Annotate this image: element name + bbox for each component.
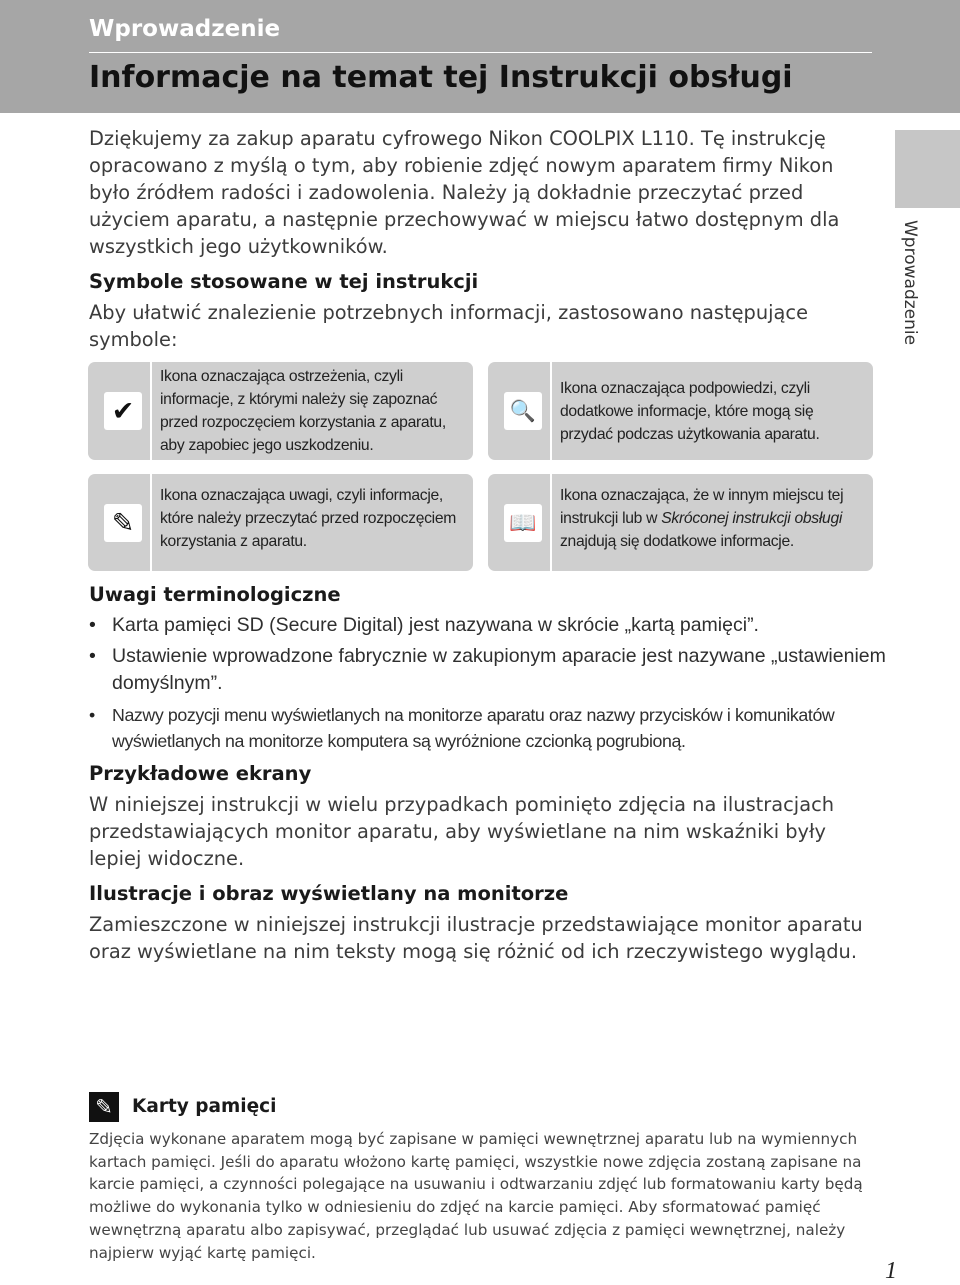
- symbol-tip-text: Ikona oznaczająca podpowiedzi, czyli dodatkowe informacje, które mogą się przydać podczas użytkowania aparatu.: [560, 380, 820, 443]
- screens-heading: Przykładowe ekrany: [89, 762, 312, 785]
- symbol-box-note: [88, 474, 473, 571]
- page-number: 1: [885, 1258, 897, 1284]
- symbol-reference-text: [560, 484, 865, 553]
- page-title: Informacje na temat tej Instrukcji obsługi: [89, 60, 793, 95]
- symbols-intro: Aby ułatwić znalezienie potrzebnych informacji, zastosowano następujące symbole:: [89, 301, 808, 351]
- note-pen-icon: ✎: [89, 1092, 119, 1122]
- symbol-reference-text-pre: Ikona oznaczająca, że w innym miejscu tej instrukcji lub w: [560, 487, 844, 527]
- symbols-heading: Symbole stosowane w tej instrukcji: [89, 270, 479, 293]
- list-item: • Karta pamięci SD (Secure Digital) jest nazywana w skrócie „kartą pamięci”.: [89, 612, 889, 639]
- side-tab-marker: [895, 130, 960, 208]
- side-tab-label: Wprowadzenie: [900, 220, 920, 346]
- open-book-icon: 📖: [504, 504, 542, 542]
- symbol-divider: [150, 474, 152, 571]
- intro-paragraph: Dziękujemy za zakup aparatu cyfrowego Nikon COOLPIX L110. Tę instrukcję opracowano z myślą o tym, aby robienie zdjęć nowym aparatem firmy Nikon było źródłem radości i zadowolenia. Należy ją dokładnie przeczytać przed użyciem aparatu, a następnie przechowywać w miejscu łatwo dostępnym dla wszystkich jego użytkowników.: [89, 127, 840, 258]
- symbol-reference-text-post: znajdują się dodatkowe informacje.: [560, 533, 794, 550]
- screens-paragraph: W niniejszej instrukcji w wielu przypadkach pominięto zdjęcia na ilustracjach przedstawiających monitor aparatu, aby wyświetlane na nim wskaźniki były lepiej widoczne.: [89, 793, 835, 870]
- symbol-box-reference: [488, 474, 873, 571]
- symbol-divider: [550, 362, 552, 460]
- symbol-note-text: Ikona oznaczająca uwagi, czyli informacje, które należy przeczytać przed rozpoczęciem korzystania z aparatu.: [160, 487, 457, 550]
- magnifier-icon: 🔍: [504, 392, 542, 430]
- symbol-box-tip: [488, 362, 873, 460]
- section-title: Wprowadzenie: [89, 16, 281, 42]
- list-item: • Ustawienie wprowadzone fabrycznie w zakupionym aparacie jest nazywane „ustawieniem domyślnym”.: [89, 643, 889, 697]
- symbol-reference-text-italic: Skróconej instrukcji obsługi: [661, 510, 843, 527]
- illustrations-paragraph: Zamieszczone w niniejszej instrukcji ilustracje przedstawiające monitor aparatu oraz wyświetlane na nim teksty mogą się różnić od ich rzeczywistego wyglądu.: [89, 913, 863, 963]
- note-pen-icon: ✎: [104, 504, 142, 542]
- note-title: Karty pamięci: [132, 1096, 277, 1117]
- checkmark-icon: ✔: [104, 392, 142, 430]
- list-item: • Nazwy pozycji menu wyświetlanych na monitorze aparatu oraz nazwy przycisków i komunikatów wyświetlanych na monitorze komputera są wyróżnione czcionką pogrubioną.: [89, 702, 889, 754]
- header-divider: [89, 52, 872, 53]
- symbol-divider: [150, 362, 152, 460]
- note-text: Zdjęcia wykonane aparatem mogą być zapisane w pamięci wewnętrznej aparatu lub na wymiennych kartach pamięci. Jeśli do aparatu włożono kartę pamięci, wszystkie nowe zdjęcia zostaną zapisane na karcie pamięci, a czynności polegające na usuwaniu i odtwarzaniu zdjęć lub formatowaniu karty będą możliwe do wykonania tylko w odniesieniu do zdjęć na karcie pamięci. Aby sformatować pamięć wewnętrzną aparatu albo zapisywać, przeglądać lub usuwać zdjęcia z pamięci wewnętrznej, należy najpierw wyjąć kartę pamięci.: [89, 1130, 863, 1262]
- terminology-list: [89, 612, 889, 754]
- symbol-box-warning: [88, 362, 473, 460]
- illustrations-heading: Ilustracje i obraz wyświetlany na monitorze: [89, 882, 569, 905]
- terminology-heading: Uwagi terminologiczne: [89, 583, 341, 606]
- symbol-divider: [550, 474, 552, 571]
- symbol-warning-text: Ikona oznaczająca ostrzeżenia, czyli informacje, z którymi należy się zapoznać przed rozpoczęciem korzystania z aparatu, aby zapobiec jego uszkodzeniu.: [160, 368, 446, 454]
